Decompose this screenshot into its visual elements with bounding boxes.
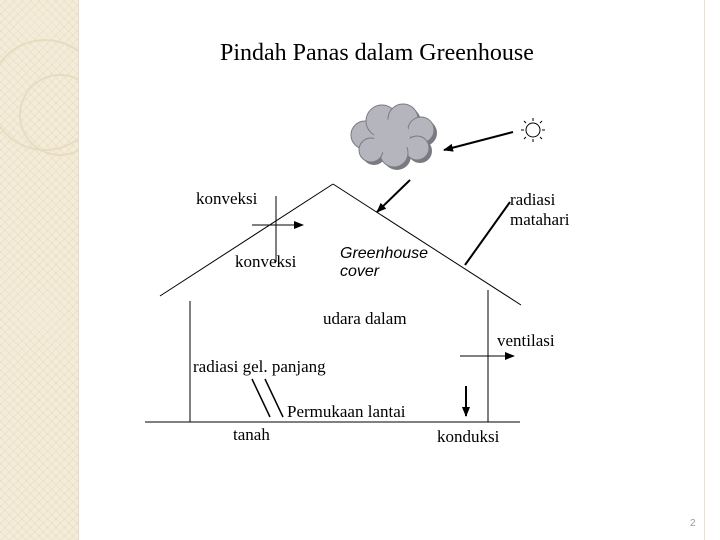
page-number: 2 bbox=[690, 518, 696, 529]
label-radiasi-matahari-line2: matahari bbox=[510, 209, 570, 229]
label-radiasi-matahari-line1: radiasi bbox=[510, 190, 556, 209]
label-tanah: tanah bbox=[233, 425, 270, 444]
line-radiasi-matahari bbox=[465, 202, 510, 265]
label-konduksi: konduksi bbox=[437, 427, 500, 446]
label-radiasi-matahari bbox=[510, 190, 569, 229]
label-greenhouse-cover bbox=[340, 245, 428, 282]
cloud-icon bbox=[351, 104, 437, 170]
label-konveksi-top: konveksi bbox=[196, 189, 258, 208]
label-greenhouse-cover-line2: cover bbox=[340, 263, 380, 281]
arrow-sun-to-cloud bbox=[444, 132, 513, 150]
label-radiasi-gel-panjang: radiasi gel. panjang bbox=[193, 357, 326, 376]
label-konveksi-mid: konveksi bbox=[235, 252, 297, 271]
label-ventilasi: ventilasi bbox=[497, 331, 555, 350]
arrow-radiasi-to-cover bbox=[377, 180, 410, 212]
label-greenhouse-cover-line1: Greenhouse bbox=[340, 245, 429, 262]
label-permukaan-lantai: Permukaan lantai bbox=[287, 402, 406, 421]
label-udara-dalam: udara dalam bbox=[323, 309, 407, 328]
sun-icon bbox=[521, 118, 545, 142]
page-title: Pindah Panas dalam Greenhouse bbox=[220, 40, 534, 66]
